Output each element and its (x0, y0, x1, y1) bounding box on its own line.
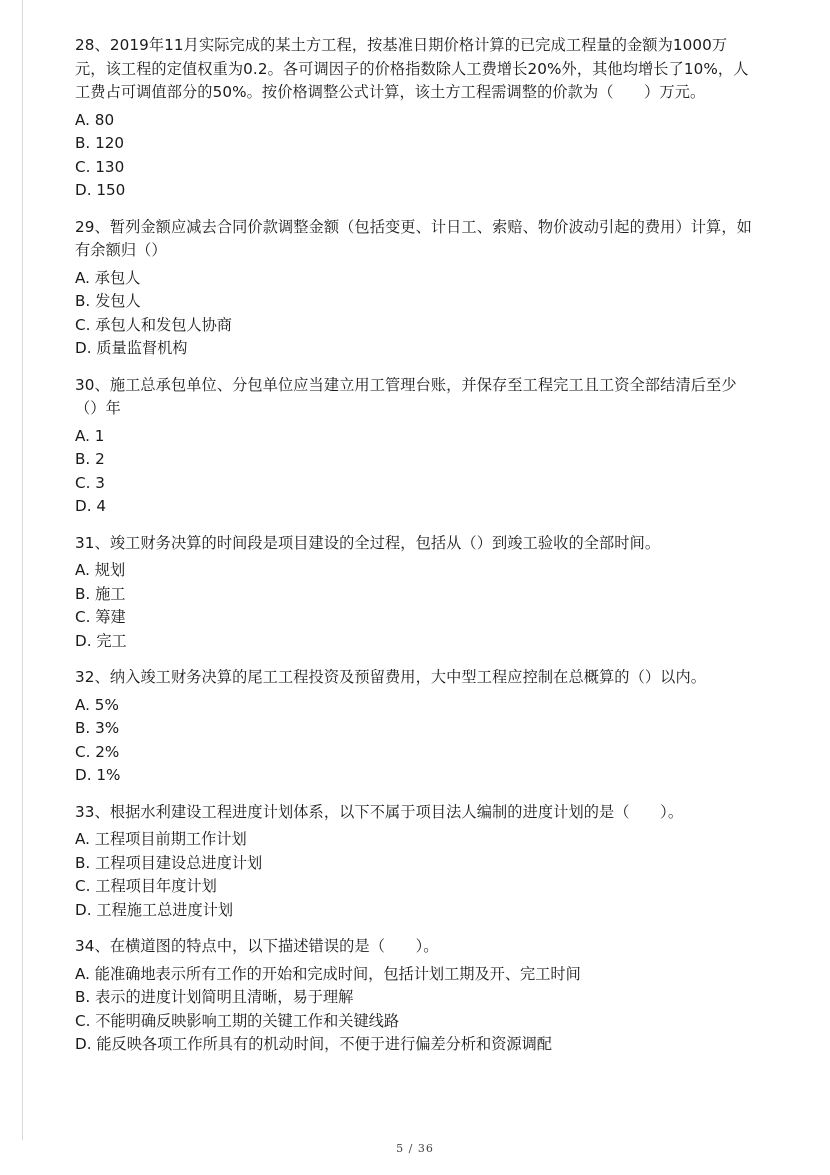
option-a: A. 80 (75, 110, 115, 129)
option-b: B. 2 (75, 450, 105, 468)
question-stem: 29、暂列金额应减去合同价款调整金额（包括变更、计日工、索赔、物价波动引起的费用）计算，如有余额归（） (75, 217, 752, 259)
question-31 (75, 532, 755, 654)
option-a: A. 承包人 (75, 268, 141, 287)
option-d: D. 150 (75, 181, 126, 199)
option-b: B. 发包人 (75, 292, 141, 310)
page-number: 5 / 36 (396, 1142, 434, 1155)
option-d: D. 能反映各项工作所具有的机动时间，不便于进行偏差分析和资源调配 (75, 1035, 552, 1053)
option-c: C. 2% (75, 742, 120, 761)
question-stem: 28、2019年11月实际完成的某土方工程，按基准日期价格计算的已完成工程量的金额为1000万元，该工程的定值权重为0.2。各可调因子的价格指数除人工费增长20%外，其他均增长了10%，人工费占可调值部分的50%。按价格调整公式计算，该土方工程需调整的价款为（ ）万元。 (75, 36, 749, 101)
option-c: C. 3 (75, 473, 105, 492)
option-c: C. 承包人和发包人协商 (75, 315, 232, 334)
option-a: A. 规划 (75, 561, 126, 579)
option-a: A. 5% (75, 695, 119, 714)
question-34 (75, 935, 755, 1057)
option-c: C. 不能明确反映影响工期的关键工作和关键线路 (75, 1011, 400, 1030)
option-b: B. 表示的进度计划简明且清晰，易于理解 (75, 988, 354, 1006)
question-stem: 34、在横道图的特点中，以下描述错误的是（ ）。 (75, 937, 439, 955)
option-b: B. 120 (75, 134, 125, 152)
option-b: B. 工程项目建设总进度计划 (75, 853, 263, 872)
option-a: A. 能准确地表示所有工作的开始和完成时间，包括计划工期及开、完工时间 (75, 964, 581, 983)
option-d: D. 完工 (75, 631, 127, 650)
question-stem: 32、纳入竣工财务决算的尾工工程投资及预留费用，大中型工程应控制在总概算的（）以内。 (75, 668, 707, 686)
option-a: A. 1 (75, 426, 105, 445)
question-30 (75, 374, 755, 519)
question-stem: 33、根据水利建设工程进度计划体系，以下不属于项目法人编制的进度计划的是（ ）。 (75, 802, 684, 821)
option-c: C. 工程项目年度计划 (75, 877, 217, 895)
option-d: D. 质量监督机构 (75, 339, 188, 357)
option-c: C. 筹建 (75, 608, 126, 626)
question-stem: 30、施工总承包单位、分包单位应当建立用工管理台账，并保存至工程完工且工资全部结清后至少（）年 (75, 375, 737, 417)
option-d: D. 工程施工总进度计划 (75, 900, 234, 919)
option-d: D. 4 (75, 497, 107, 515)
option-b: B. 3% (75, 719, 120, 737)
question-stem: 31、竣工财务决算的时间段是项目建设的全过程，包括从（）到竣工验收的全部时间。 (75, 533, 661, 552)
option-d: D. 1% (75, 766, 121, 784)
document-body (75, 34, 755, 1070)
question-28 (75, 34, 755, 203)
page-edge-line (22, 0, 23, 1140)
option-c: C. 130 (75, 157, 125, 176)
question-33 (75, 801, 755, 923)
option-a: A. 工程项目前期工作计划 (75, 830, 247, 848)
option-b: B. 施工 (75, 584, 126, 603)
question-29 (75, 216, 755, 361)
question-32 (75, 666, 755, 788)
